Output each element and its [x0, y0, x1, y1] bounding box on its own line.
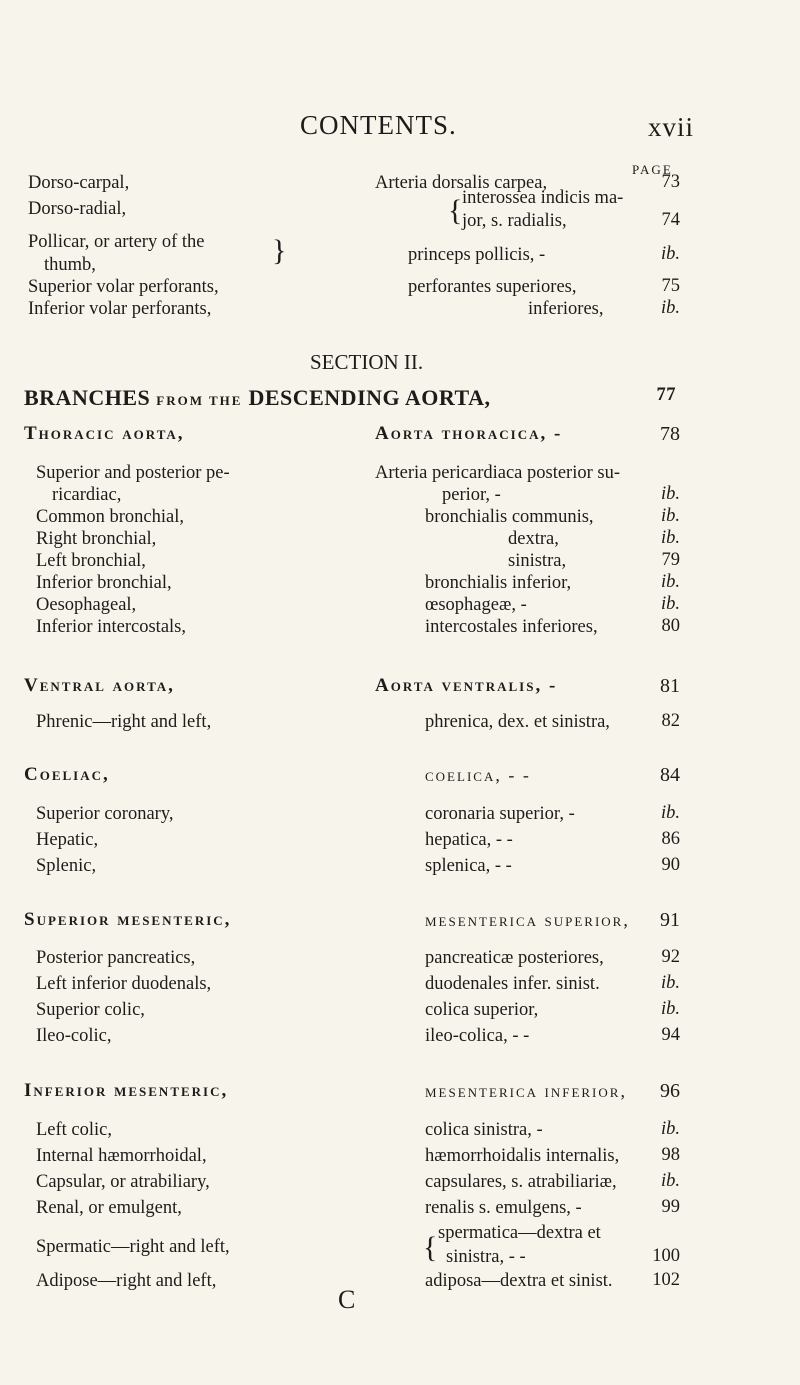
entry-latin: Arteria pericardiaca posterior su- — [375, 463, 620, 483]
entry-page: 80 — [661, 616, 680, 636]
entry-latin: princeps pollicis, - — [408, 245, 546, 265]
brace-glyph: { — [423, 1231, 438, 1264]
entry-english: Superior colic, — [36, 1000, 145, 1020]
entry-english: Ileo-colic, — [36, 1026, 112, 1046]
entry-latin: renalis s. emulgens, - — [425, 1198, 582, 1218]
group-heading-page: 78 — [660, 423, 680, 445]
entry-english: Capsular, or atrabiliary, — [36, 1172, 210, 1192]
group-heading-latin: coelica, - - — [425, 765, 531, 785]
brace-glyph: { — [448, 194, 463, 227]
entry-page: 100 — [652, 1246, 680, 1266]
group-heading-english: Inferior mesenteric, — [24, 1080, 229, 1101]
entry-english: Adipose—right and left, — [36, 1271, 217, 1291]
entry-latin: jor, s. radialis, — [462, 211, 567, 231]
entry-latin: perior, - — [442, 485, 501, 505]
entry-page: 74 — [661, 210, 680, 230]
entry-page: 90 — [661, 855, 680, 875]
entry-latin: adiposa—dextra et sinist. — [425, 1271, 613, 1291]
entry-page: ib. — [660, 1171, 680, 1191]
group-heading-page: 84 — [660, 764, 680, 786]
entry-english: Dorso-carpal, — [28, 173, 130, 193]
entry-latin: Arteria dorsalis carpea, — [375, 173, 548, 193]
entry-page: 94 — [661, 1025, 680, 1045]
entry-page: ib. — [660, 572, 680, 592]
entry-page: ib. — [660, 1119, 680, 1139]
entry-english: Oesophageal, — [36, 595, 137, 615]
entry-page: 98 — [661, 1145, 680, 1165]
group-heading-latin: mesenterica superior, — [425, 910, 630, 930]
entry-latin: interossea indicis ma- — [462, 188, 624, 208]
entry-latin: sinistra, - - — [446, 1247, 526, 1267]
group-heading-english: Thoracic aorta, — [24, 423, 185, 444]
entry-latin: intercostales inferiores, — [425, 617, 598, 637]
entry-page: 73 — [661, 172, 680, 192]
entry-page: ib. — [660, 999, 680, 1019]
main-heading — [24, 385, 490, 411]
entry-latin: hæmorrhoidalis internalis, — [425, 1146, 620, 1166]
entry-english: Superior and posterior pe- — [36, 463, 230, 483]
entry-page: ib. — [660, 973, 680, 993]
group-heading-english: Superior mesenteric, — [24, 909, 232, 930]
entry-english: Inferior intercostals, — [36, 617, 186, 637]
section-title: SECTION II. — [310, 350, 424, 374]
entry-latin: phrenica, dex. et sinistra, — [425, 712, 610, 732]
brace-glyph: } — [272, 234, 287, 267]
group-heading-page: 96 — [660, 1080, 680, 1102]
main-heading-part: BRANCHES — [24, 385, 151, 410]
group-heading-page: 81 — [660, 675, 680, 697]
entry-latin: ileo-colica, - - — [425, 1026, 530, 1046]
entry-english: Superior coronary, — [36, 804, 174, 824]
group-heading-page: 91 — [660, 909, 680, 931]
group-heading-latin: Aorta ventralis, - — [375, 675, 558, 696]
page-column-label: PAGE — [632, 162, 673, 177]
entry-english: Inferior volar perforants, — [28, 299, 212, 319]
entry-page: ib. — [660, 528, 680, 548]
entry-page: ib. — [660, 506, 680, 526]
entry-english: Superior volar perforants, — [28, 277, 219, 297]
entry-latin: dextra, — [508, 529, 559, 549]
entry-page: 86 — [661, 829, 680, 849]
group-heading-latin: mesenterica inferior, — [425, 1081, 627, 1101]
entry-page: 99 — [661, 1197, 680, 1217]
entry-page: ib. — [660, 594, 680, 614]
entry-latin: splenica, - - — [425, 856, 512, 876]
entry-english: Phrenic—right and left, — [36, 712, 212, 732]
entry-page: 82 — [661, 711, 680, 731]
entry-english: Splenic, — [36, 856, 97, 876]
entry-page: ib. — [660, 298, 680, 318]
entry-english: Common bronchial, — [36, 507, 184, 527]
entry-latin: spermatica—dextra et — [438, 1223, 601, 1243]
entry-latin: œsophageæ, - — [425, 595, 527, 615]
entry-latin: bronchialis communis, — [425, 507, 594, 527]
entry-english: Pollicar, or artery of the — [28, 232, 205, 252]
entry-english: Hepatic, — [36, 830, 99, 850]
entry-page: ib. — [660, 803, 680, 823]
group-heading-latin: Aorta thoracica, - — [375, 423, 563, 444]
group-heading-english: Ventral aorta, — [24, 675, 175, 696]
entry-page: ib. — [660, 484, 680, 504]
main-heading-part: DESCENDING AORTA, — [248, 385, 491, 410]
entry-english: Internal hæmorrhoidal, — [36, 1146, 207, 1166]
entry-latin: bronchialis inferior, — [425, 573, 572, 593]
entry-latin: hepatica, - - — [425, 830, 513, 850]
entry-page: 92 — [661, 947, 680, 967]
entry-english: Left inferior duodenals, — [36, 974, 212, 994]
entry-english: Posterior pancreatics, — [36, 948, 196, 968]
entry-latin: capsulares, s. atrabiliariæ, — [425, 1172, 617, 1192]
entry-latin: coronaria superior, - — [425, 804, 575, 824]
entry-latin: inferiores, — [528, 299, 604, 319]
page-header-title: CONTENTS. — [300, 110, 457, 140]
entry-english: Left bronchial, — [36, 551, 146, 571]
entry-latin: pancreaticæ posteriores, — [425, 948, 604, 968]
entry-latin: perforantes superiores, — [408, 277, 577, 297]
entry-english: Dorso-radial, — [28, 199, 127, 219]
main-heading-page: 77 — [656, 385, 676, 405]
entry-latin: duodenales infer. sinist. — [425, 974, 600, 994]
entry-latin: colica superior, — [425, 1000, 539, 1020]
main-heading-connector: FROM THE — [156, 393, 243, 408]
entry-english: Inferior bronchial, — [36, 573, 172, 593]
entry-latin: sinistra, — [508, 551, 567, 571]
entry-english: ricardiac, — [52, 485, 122, 505]
entry-latin: colica sinistra, - — [425, 1120, 543, 1140]
entry-english: Spermatic—right and left, — [36, 1237, 230, 1257]
entry-page: ib. — [660, 244, 680, 264]
entry-page: 102 — [652, 1270, 680, 1290]
signature-mark: C — [338, 1285, 356, 1314]
entry-page: 79 — [661, 550, 680, 570]
entry-english: thumb, — [44, 255, 96, 275]
group-heading-english: Coeliac, — [24, 764, 110, 785]
entry-page: 75 — [661, 276, 680, 296]
entry-english: Left colic, — [36, 1120, 113, 1140]
entry-english: Right bronchial, — [36, 529, 157, 549]
page-numeral: xvii — [648, 112, 695, 142]
entry-english: Renal, or emulgent, — [36, 1198, 182, 1218]
